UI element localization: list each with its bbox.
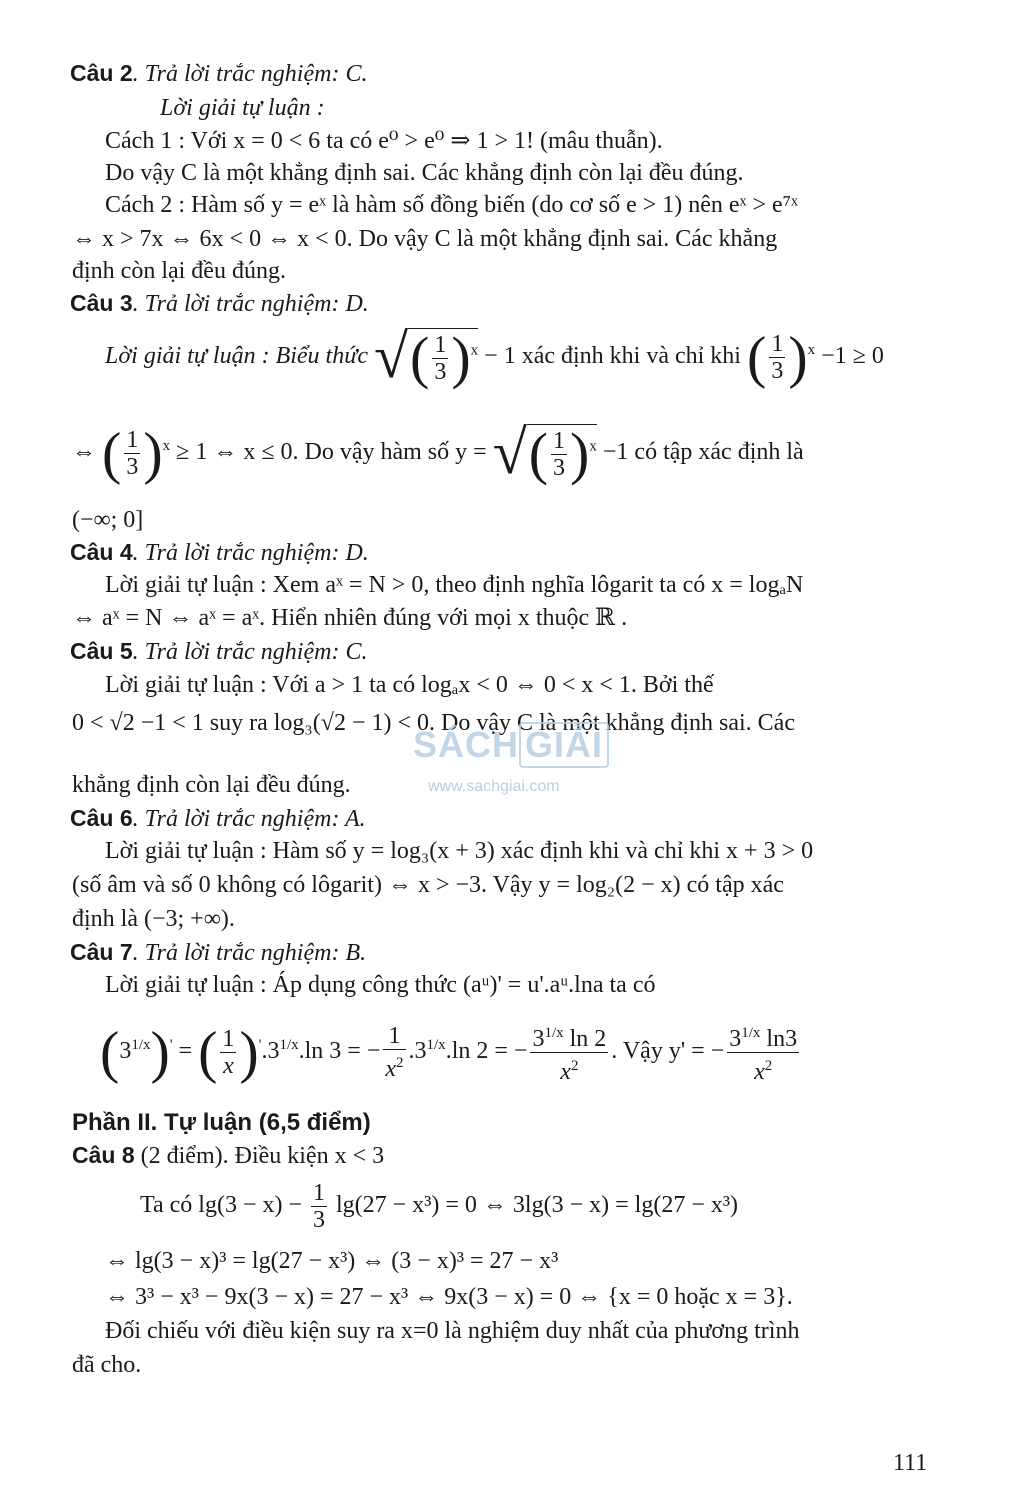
q4-line2: ⇔ aˣ = N ⇔ aˣ = aˣ. Hiển nhiên đúng với mọi x thuộc ℝ . <box>72 605 628 631</box>
q5-line2: 0 < √2 −1 < 1 suy ra log₃(√2 − 1) < 0. Do vậy C là một khẳng định sai. Các <box>72 710 795 736</box>
q5-line3: khẳng định còn lại đều đúng. <box>72 772 351 798</box>
q8-line2: ⇔ lg(3 − x)³ = lg(27 − x³) ⇔ (3 − x)³ = 27 − x³ <box>105 1248 559 1274</box>
watermark-brand2: GIẢI <box>519 722 609 768</box>
q4-answer: . Trả lời trắc nghiệm: D. <box>132 540 369 566</box>
q3-l1b: − 1 xác định khi và chỉ khi <box>484 343 741 370</box>
q6-title <box>70 803 366 834</box>
q3-l2a: ⇔ <box>72 439 96 466</box>
q3-head: Câu 3 <box>70 290 133 316</box>
q2-answer: . Trả lời trắc nghiệm: C. <box>132 61 368 87</box>
q3-formula-line1: Lời giải tự luận : Biểu thức √( $\frac{1}{3}$ )$^x$ − 1 xác định khi và chỉ khi ( $\frac{1}{3}$ )$^x$ −1 ≥ 0 <box>105 323 884 391</box>
q7-line1: Lời giải tự luận : Áp dụng công thức (aᵘ)' = u'.aᵘ.lna ta có <box>105 972 656 998</box>
q3-l2c: −1 có tập xác định là <box>602 439 804 466</box>
q6-line2: (số âm và số 0 không có lôgarit) ⇔ x > −3. Vậy y = log₂(2 − x) có tập xác <box>72 872 784 898</box>
q3-title <box>70 288 369 319</box>
q4-line1: Lời giải tự luận : Xem aˣ = N > 0, theo định nghĩa lôgarit ta có x = logₐN <box>105 572 804 598</box>
part2-title: Phần II. Tự luận (6,5 điểm) <box>72 1109 371 1136</box>
q7-head: Câu 7 <box>70 939 133 965</box>
q7-derivative-formula: $(3^{1/x})'$ = ( $\frac{1}{x}$ )$'.3^{1/x}.\ln$ 3 = − $\frac{1}{x^2}$ $.3^{1/x}.\ln$ 2 = − $\frac{3^{1/x} \ln 2}{x^2}$ . Vậy y' = − $\frac{3^{1/x} \ln 3}{x^2}$ <box>100 1019 798 1085</box>
q2-line3: Cách 2 : Hàm số y = eˣ là hàm số đồng biến (do cơ số e > 1) nên eˣ > e⁷ˣ <box>105 192 798 218</box>
q3-l1c: −1 ≥ 0 <box>821 343 884 370</box>
sqrt-symbol-1: √( $\frac{1}{3}$ )$^x$ <box>373 323 479 391</box>
q8-head: Câu 8 <box>72 1142 135 1168</box>
q3-l2b: ≥ 1 ⇔ x ≤ 0. Do vậy hàm số y = <box>176 439 487 466</box>
q6-line3: định là (−3; +∞). <box>72 906 235 932</box>
q4-title <box>70 537 369 568</box>
sqrt-symbol-2: √( $\frac{1}{3}$ )$^x$ <box>492 419 597 487</box>
q5-answer: . Trả lời trắc nghiệm: C. <box>132 639 368 665</box>
q8-line4: Đối chiếu với điều kiện suy ra x=0 là nghiệm duy nhất của phương trình <box>105 1318 800 1344</box>
q8-title <box>72 1140 384 1171</box>
q2-line1: Cách 1 : Với x = 0 < 6 ta có e⁰ > e⁰ ⇒ 1 > 1! (mâu thuẫn). <box>105 128 663 154</box>
watermark-brand: SÁCH <box>413 724 520 765</box>
q2-line4: ⇔ x > 7x ⇔ 6x < 0 ⇔ x < 0. Do vậy C là một khẳng định sai. Các khẳng <box>72 226 778 252</box>
sachgiai-watermark-logo <box>413 722 609 768</box>
q8-line5: đã cho. <box>72 1352 142 1378</box>
q8-l1b: lg(27 − x³) = 0 ⇔ 3lg(3 − x) = lg(27 − x³) <box>336 1192 739 1219</box>
q7-title <box>70 937 366 968</box>
q3-answer: . Trả lời trắc nghiệm: D. <box>132 291 369 317</box>
page-number: 111 <box>893 1450 928 1476</box>
q3-l1a: Lời giải tự luận : Biểu thức <box>105 343 368 370</box>
q5-head: Câu 5 <box>70 638 133 664</box>
q3-line3: (−∞; 0] <box>72 507 144 533</box>
q2-essay: Lời giải tự luận : <box>160 95 325 121</box>
q2-title <box>70 58 367 89</box>
q8-line1: Ta có lg(3 − x) − $\frac{1}{3}$ lg(27 − x³) = 0 ⇔ 3lg(3 − x) = lg(27 − x³) <box>140 1180 739 1233</box>
q6-answer: . Trả lời trắc nghiệm: A. <box>132 806 366 832</box>
q2-head: Câu 2 <box>70 60 133 86</box>
q5-title <box>70 636 367 667</box>
q8-points: (2 điểm). Điều kiện x < 3 <box>134 1143 385 1169</box>
q3-formula-line2: ⇔ ( $\frac{1}{3}$ )$^x$ ≥ 1 ⇔ x ≤ 0. Do vậy hàm số y = √( $\frac{1}{3}$ )$^x$ −1 có tập xác định là <box>72 419 804 487</box>
q8-l1a: Ta có lg(3 − x) − <box>140 1192 303 1219</box>
q2-line5: định còn lại đều đúng. <box>72 258 286 284</box>
q2-line2: Do vậy C là một khẳng định sai. Các khẳng định còn lại đều đúng. <box>105 160 744 186</box>
q5-line1: Lời giải tự luận : Với a > 1 ta có logₐx < 0 ⇔ 0 < x < 1. Bởi thế <box>105 672 714 698</box>
q7-answer: . Trả lời trắc nghiệm: B. <box>132 940 367 966</box>
q4-head: Câu 4 <box>70 539 133 565</box>
q6-head: Câu 6 <box>70 805 133 831</box>
q8-line3: ⇔ 3³ − x³ − 9x(3 − x) = 27 − x³ ⇔ 9x(3 − x) = 0 ⇔ {x = 0 hoặc x = 3}. <box>105 1284 793 1310</box>
q7-vay: . Vậy y' = − <box>611 1038 725 1065</box>
watermark-url: www.sachgiai.com <box>428 778 560 795</box>
q6-line1: Lời giải tự luận : Hàm số y = log₃(x + 3) xác định khi và chỉ khi x + 3 > 0 <box>105 838 814 864</box>
